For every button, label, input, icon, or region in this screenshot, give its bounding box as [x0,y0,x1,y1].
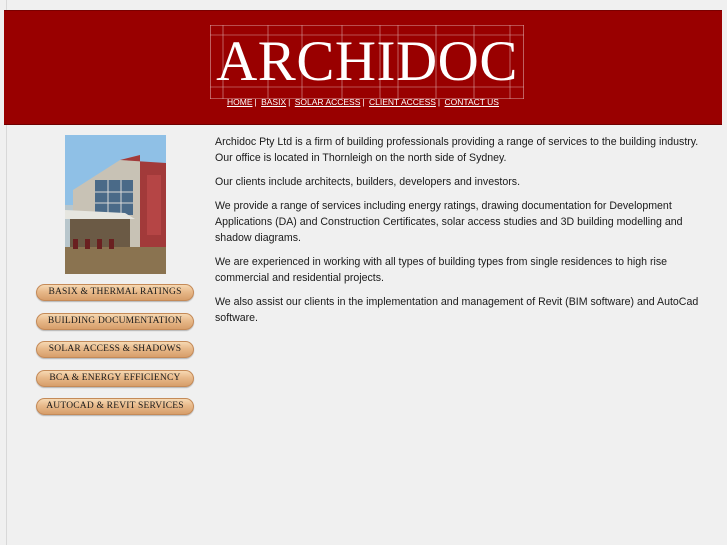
experience-paragraph: We are experienced in working with all types of building types from single residences to high rise commercial and residential projects. [215,256,668,284]
logo-text: ARCHIDOC [216,30,518,93]
clients-paragraph: Our clients include architects, builders, developers and investors. [215,176,521,188]
site-header [4,10,722,125]
software-paragraph: We also assist our clients in the implementation and management of Revit (BIM software) and AutoCad software. [215,296,699,324]
building-photo [65,135,166,274]
intro-paragraph: Archidoc Pty Ltd is a firm of building professionals providing a range of services to the building industry. Our office is located in Thornleigh on the north side of Sydney. [215,136,699,164]
service-menu [36,284,194,427]
main-content [215,134,713,334]
nav-link-home[interactable]: HOME [227,97,253,107]
building-photo-graphic [65,135,166,274]
nav-separator: | [437,97,441,107]
nav-link-contact-us[interactable]: CONTACT US [444,97,499,107]
service-button-bca-energy[interactable]: BCA & ENERGY EFFICIENCY [36,370,194,387]
service-button-solar-access[interactable]: SOLAR ACCESS & SHADOWS [36,341,194,358]
nav-link-client-access[interactable]: CLIENT ACCESS [369,97,436,107]
service-button-building-documentation[interactable]: BUILDING DOCUMENTATION [36,313,194,330]
nav-separator: | [254,97,257,107]
nav-separator: | [288,97,291,107]
service-button-basix[interactable]: BASIX & THERMAL RATINGS [36,284,194,301]
service-button-autocad-revit[interactable]: AUTOCAD & REVIT SERVICES [36,398,194,415]
nav-link-solar-access[interactable]: SOLAR ACCESS [294,97,361,107]
top-navigation [4,97,722,107]
nav-separator: | [362,97,365,107]
nav-link-basix[interactable]: BASIX [261,97,287,107]
services-paragraph: We provide a range of services including energy ratings, drawing documentation for Development Applications (DA) and Construction Certificates, solar access studies and 3D building modelling and shadow diagrams. [215,200,683,244]
logo[interactable] [210,25,524,99]
